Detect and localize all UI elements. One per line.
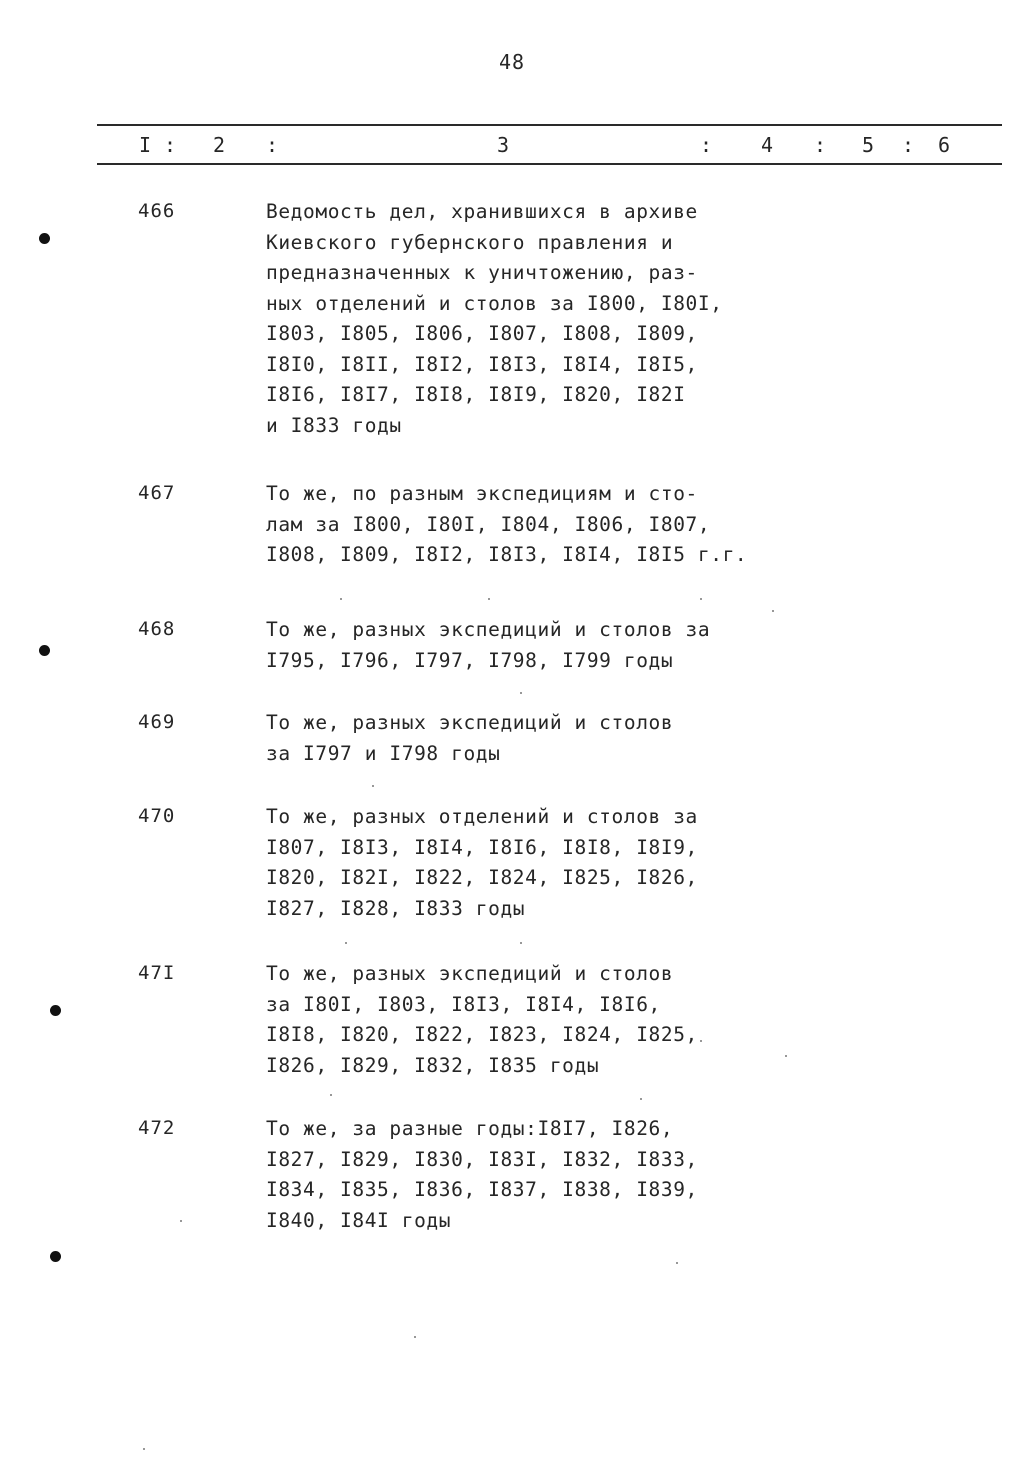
entry-description: То же, за разные годы:I8I7, I826, I827, I829, I830, I83I, I832, I833, I834, I835, I836, I837, I838, I839, I840, I84I годы (266, 1117, 698, 1232)
paper-speck (330, 1094, 332, 1096)
entry-number: 468 (138, 618, 176, 640)
paper-speck (676, 1262, 678, 1264)
binding-hole (50, 1251, 61, 1262)
entry-number: 47I (138, 962, 176, 984)
entry-number: 472 (138, 1117, 176, 1139)
column-header-6: 6 (938, 133, 951, 157)
column-header-5: 5 (862, 133, 875, 157)
paper-speck (345, 942, 347, 944)
paper-speck (143, 1448, 145, 1450)
paper-speck (700, 598, 702, 600)
column-header-3: 3 (497, 133, 510, 157)
entry-description: То же, по разным экспедициям и сто- лам за I800, I80I, I804, I806, I807, I808, I809, I8I2, I8I3, I8I4, I8I5 г.г. (266, 482, 748, 566)
column-separator: : (700, 133, 713, 157)
entry-number: 470 (138, 805, 176, 827)
paper-speck (772, 610, 774, 612)
entry-number: 466 (138, 200, 176, 222)
column-separator: : (814, 133, 827, 157)
binding-hole (50, 1005, 61, 1016)
paper-speck (180, 1220, 182, 1222)
paper-speck (340, 598, 342, 600)
column-header-1: I (139, 133, 152, 157)
entry-description: То же, разных экспедиций и столов за I797 и I798 годы (266, 711, 674, 765)
entry-description: То же, разных экспедиций и столов за I795, I796, I797, I798, I799 годы (266, 618, 711, 672)
entry-description: То же, разных отделений и столов за I807, I8I3, I8I4, I8I6, I8I8, I8I9, I820, I82I, I822, I824, I825, I826, I827, I828, I833 годы (266, 805, 698, 920)
page-number: 48 (498, 50, 526, 74)
paper-speck (488, 598, 490, 600)
paper-speck (520, 692, 522, 694)
column-separator: : (164, 133, 177, 157)
binding-hole (39, 233, 50, 244)
paper-speck (414, 1336, 416, 1338)
header-rule-bottom (97, 163, 1002, 165)
column-header-2: 2 (213, 133, 226, 157)
paper-speck (520, 942, 522, 944)
paper-speck (785, 1055, 787, 1057)
entry-description: Ведомость дел, хранившихся в архиве Киевского губернского правления и предназначенных к уничтожению, раз- ных отделений и столов за I800, I80I, I803, I805, I806, I807, I808, I809, I8I0, I8II, I8I2, I8I3, I8I4, I8I5, I8I6, I8I7, I8I8, I8I9, I820, I82I и I833 годы (266, 200, 723, 437)
paper-speck (372, 785, 374, 787)
column-separator: : (902, 133, 915, 157)
header-rule-top (97, 124, 1002, 126)
column-header-4: 4 (761, 133, 774, 157)
entry-number: 467 (138, 482, 176, 504)
column-separator: : (266, 133, 279, 157)
entry-number: 469 (138, 711, 176, 733)
paper-speck (700, 1040, 702, 1042)
binding-hole (39, 645, 50, 656)
paper-speck (640, 1098, 642, 1100)
entry-description: То же, разных экспедиций и столов за I80I, I803, I8I3, I8I4, I8I6, I8I8, I820, I822, I823, I824, I825, I826, I829, I832, I835 годы (266, 962, 698, 1077)
